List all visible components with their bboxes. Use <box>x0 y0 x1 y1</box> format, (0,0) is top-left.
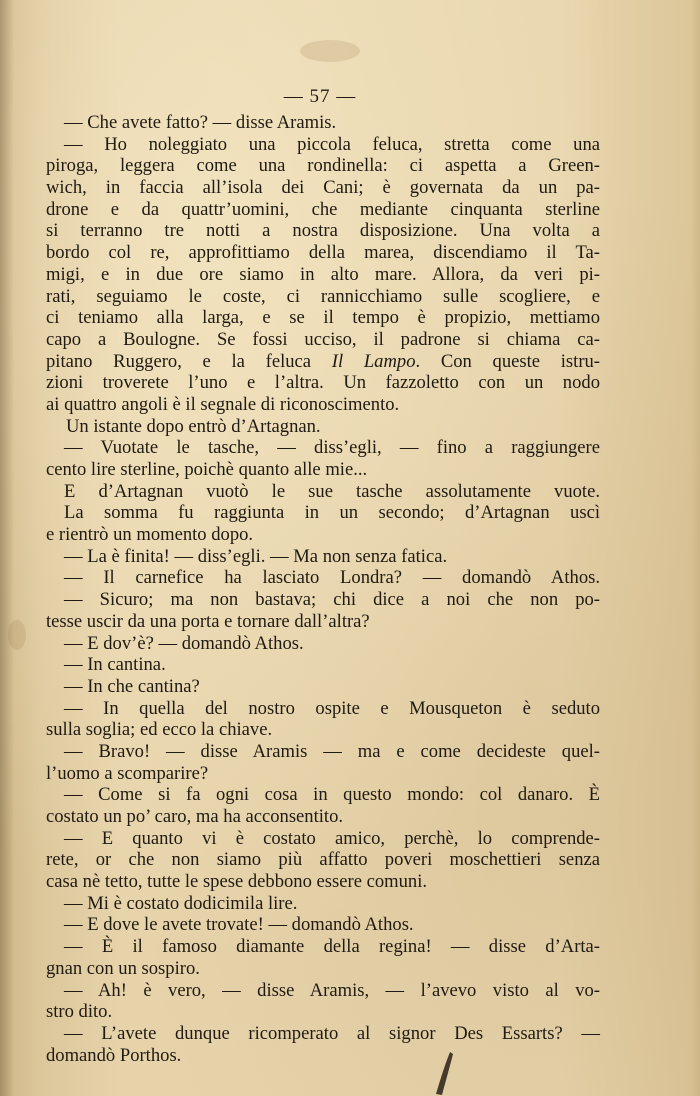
text-line: — In che cantina? <box>64 675 200 697</box>
text-segment: pitano Ruggero, e la feluca <box>46 350 312 372</box>
text-line: stro dito. <box>46 1001 113 1023</box>
text-line: l’uomo a scomparire? <box>46 762 209 784</box>
text-line: — Come si fa ogni cosa in questo mondo: col danaro. È <box>64 784 600 806</box>
text-line: E d’Artagnan vuotò le sue tasche assolutamente vuote. <box>64 480 600 502</box>
page-spine-shadow <box>0 0 14 1096</box>
text-line: si terranno tre notti a nostra disposizione. Una volta a <box>46 220 600 242</box>
text-line: gnan con un sospiro. <box>46 957 200 979</box>
text-line: — E dove le avete trovate! — domandò Athos. <box>64 914 414 936</box>
text-line: e rientrò un momento dopo. <box>46 524 254 546</box>
text-line-with-italic <box>46 351 600 373</box>
text-segment: . Con queste istru- <box>415 350 601 372</box>
text-line: piroga, leggera come una rondinella: ci aspetta a Green- <box>46 155 600 177</box>
text-line: — Il carnefice ha lasciato Londra? — domandò Athos. <box>64 567 600 589</box>
text-line: — Ho noleggiato una piccola feluca, stretta come una <box>64 133 600 155</box>
text-line: wich, in faccia all’isola dei Cani; è governata da un pa- <box>46 177 600 199</box>
text-line: tesse uscir da una porta e tornare dall’altra? <box>46 610 370 632</box>
text-line: Un istante dopo entrò d’Artagnan. <box>66 415 321 437</box>
text-line: — L’avete dunque ricomperato al signor Des Essarts? — <box>64 1022 600 1044</box>
text-line: — Mi è costato dodicimila lire. <box>64 892 298 914</box>
text-line: — La è finita! — diss’egli. — Ma non senza fatica. <box>64 545 448 567</box>
text-line: migi, e in due ore siamo in alto mare. Allora, da veri pi- <box>46 263 600 285</box>
text-line: drone e da quattr’uomini, che mediante cinquanta sterline <box>46 198 600 220</box>
text-line: bordo col re, approfittiamo della marea, discendiamo il Ta- <box>46 242 600 264</box>
text-body <box>46 112 600 1066</box>
text-line: rete, or che non siamo più affatto poveri moschettieri senza <box>46 849 600 871</box>
text-line: casa nè tetto, tutte le spese debbono essere comuni. <box>46 871 428 893</box>
ink-mark <box>420 1050 460 1096</box>
paper-stain <box>300 40 360 62</box>
text-line: — Bravo! — disse Aramis — ma e come decideste quel- <box>64 740 600 762</box>
text-line: — E quanto vi è costato amico, perchè, lo comprende- <box>64 827 600 849</box>
text-line: sulla soglia; ed ecco la chiave. <box>46 719 273 741</box>
text-line: rati, seguiamo le coste, ci rannicchiamo sulle scogliere, e <box>46 285 600 307</box>
text-line: costato un po’ caro, ma ha acconsentito. <box>46 806 344 827</box>
page-number: — 57 — <box>283 86 357 107</box>
text-line: zioni troverete l’uno e l’altra. Un fazzoletto con un nodo <box>46 372 600 394</box>
text-line: ci teniamo alla larga, e se il tempo è propizio, mettiamo <box>46 307 600 329</box>
text-line: — Sicuro; ma non bastava; chi dice a noi che non po- <box>64 589 600 611</box>
text-line: — E dov’è? — domandò Athos. <box>64 632 304 654</box>
text-line: — Che avete fatto? — disse Aramis. <box>64 112 337 133</box>
paper-stain <box>8 620 26 650</box>
text-line: — Ah! è vero, — disse Aramis, — l’avevo visto al vo- <box>64 979 600 1001</box>
text-line: cento lire sterline, poichè quanto alle mie... <box>46 459 368 480</box>
text-line: domandò Porthos. <box>46 1044 182 1066</box>
boat-name-italic: Il Lampo <box>331 350 416 372</box>
text-line: — È il famoso diamante della regina! — disse d’Arta- <box>64 936 600 958</box>
text-line: — In quella del nostro ospite e Mousqueton è seduto <box>64 697 600 719</box>
text-line: — In cantina. <box>64 654 166 676</box>
text-line: — Vuotate le tasche, — diss’egli, — fino a raggiungere <box>64 437 600 459</box>
text-line: ai quattro angoli è il segnale di riconoscimento. <box>46 393 400 415</box>
text-line: capo a Boulogne. Se fossi ucciso, il padrone si chiama ca- <box>46 328 600 350</box>
text-line: La somma fu raggiunta in un secondo; d’Artagnan uscì <box>64 502 600 524</box>
